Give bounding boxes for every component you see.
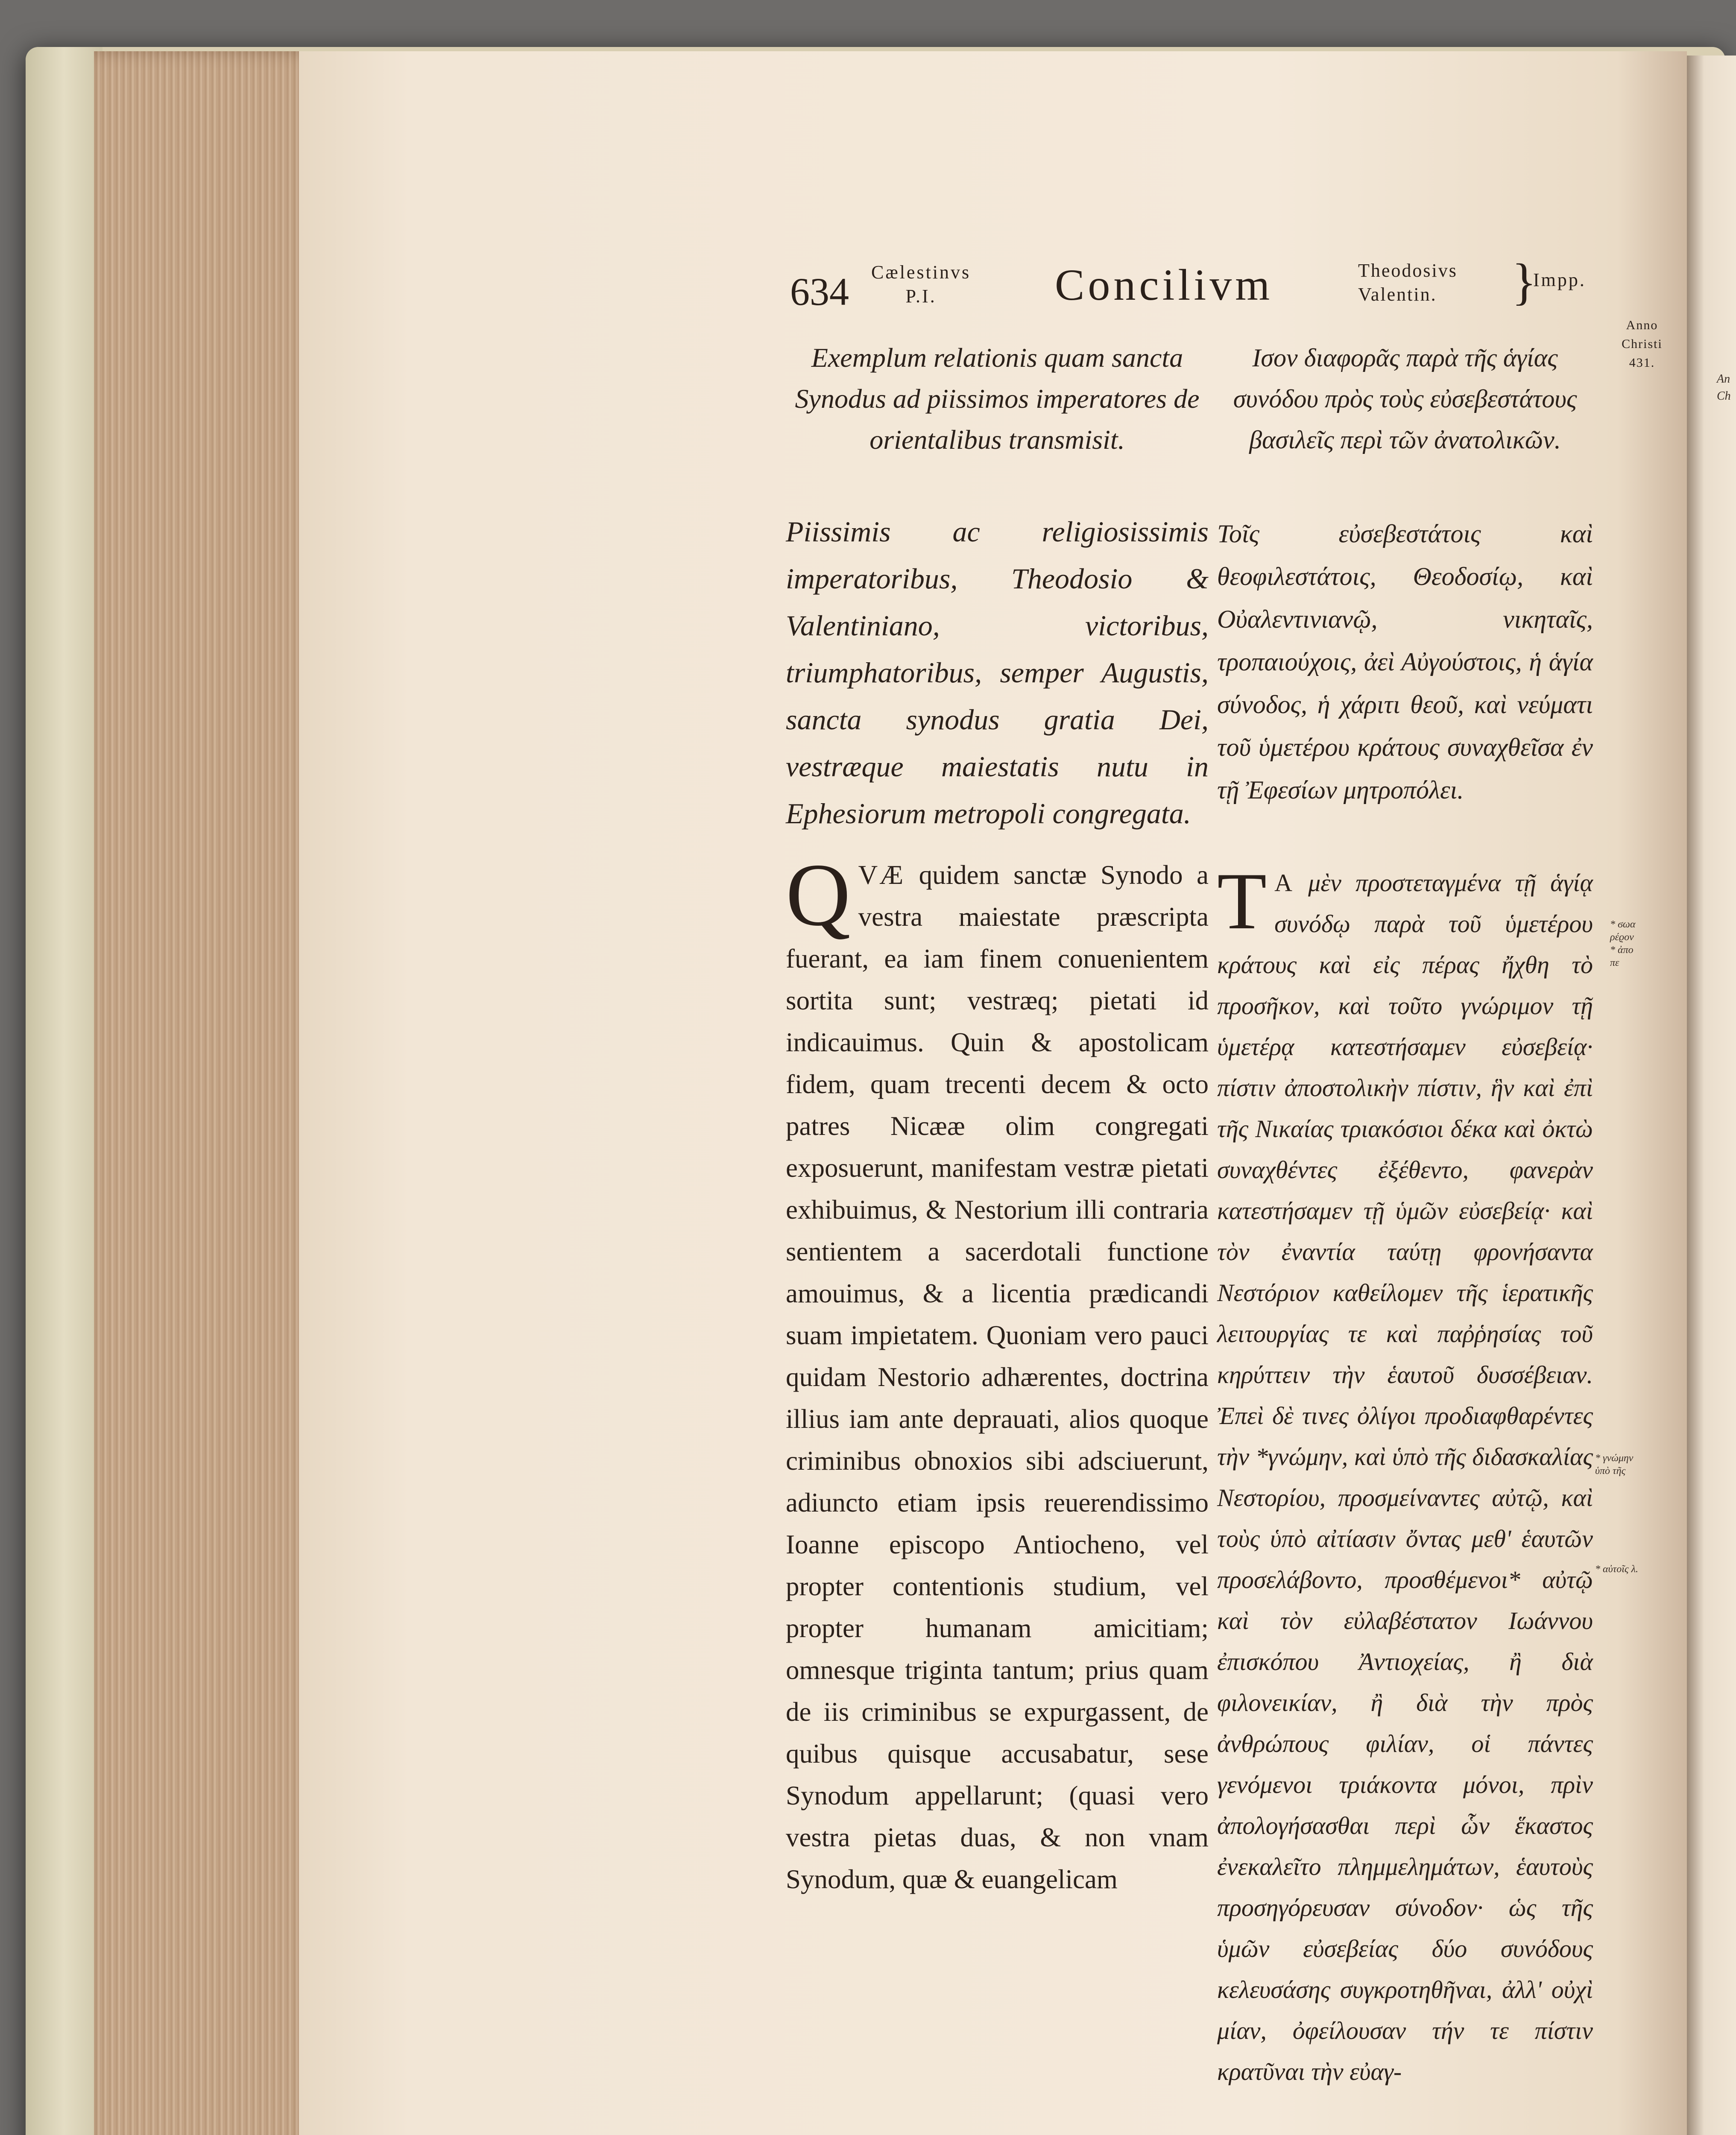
- left-running-head-line-2: P.I.: [905, 286, 937, 307]
- latin-title: Exemplum relationis quam sancta Synodus ad piissimos imperatores de orientalibus transmisit.: [795, 342, 1200, 455]
- anno-christi-note: [1610, 316, 1674, 372]
- margin-note-1-line-1: * ϭωα: [1610, 919, 1636, 930]
- greek-address: Τοῖς εὐσεβεστάτοις καὶ θεοφιλεστάτοις, Θεοδοσίῳ, καὶ Οὐαλεντινιανῷ, νικηταῖς, τροπαιούχοις, ἀεὶ Αὐγούστοις, ἡ ἁγία σύνοδος, ἡ χάριτι θεοῦ, καὶ νεύματι τοῦ ὑμετέρου κράτους συναχθεῖσα ἐν τῇ Ἐφεσίων μητροπόλει.: [1217, 520, 1593, 804]
- year-line: 431.: [1629, 356, 1655, 370]
- greek-body: [1217, 857, 1593, 2092]
- margin-note-2: [1595, 1452, 1646, 1477]
- page-number: 634: [790, 270, 849, 313]
- left-running-head-line-1: Cælestinvs: [871, 262, 971, 283]
- impp-label: Impp.: [1533, 269, 1586, 290]
- greek-body-initial: Α: [1274, 869, 1294, 897]
- christi-line: Christi: [1622, 337, 1663, 351]
- margin-note-1-line-3: * ἀπο: [1610, 945, 1634, 956]
- margin-note-2-line-2: ὑπὸ τῆς: [1595, 1465, 1626, 1477]
- margin-note-1-line-2: ρέϱον: [1610, 932, 1634, 943]
- right-running-head-line-2: Valentin.: [1358, 284, 1437, 305]
- latin-body: [786, 845, 1209, 1900]
- next-page-fragment-2: Ch: [1717, 389, 1731, 403]
- anno-line: Anno: [1626, 318, 1658, 332]
- running-header: [790, 253, 1644, 325]
- latin-body-initial: VÆ: [858, 860, 905, 890]
- latin-address: Piissimis ac religiosissimis imperatoribus, Theodosio & Valentiniano, victoribus, triumphatoribus, semper Augustis, sancta synodus gratia Dei, vestræque maiestatis nutu in Ephesiorum metropoli congregata.: [786, 515, 1209, 830]
- page-edges: [94, 51, 316, 2135]
- latin-drop-cap: Q: [786, 845, 851, 945]
- latin-body-text: quidem sanctæ Synodo a vestra maiestate præscripta fuerant, ea iam finem conuenientem sortita sunt; vestræq; pietati id indicauimus. Quin & apostolicam fidem, quam trecenti decem & octo patres Nicææ olim congregati exposuerunt, manifestam vestræ pietati exhibuimus, & Nestorium illi contraria sentientem a sacerdotali functione amouimus, & a licentia prædicandi suam impietatem. Quoniam vero pauci quidam Nestorio adhærentes, doctrina illius iam ante deprauati, alios quoque criminibus obnoxios sibi adsciuerunt, adiuncto etiam ipsis reuerendissimo Ioanne episcopo Antiocheno, vel propter contentionis studium, vel propter humanam amicitiam; omnesque triginta tantum; prius quam de iis criminibus se expurgassent, de quibus quisque accusabatur, sese Synodum appellarunt; (quasi vero vestra pietas duas, & non vnam Synodum, quæ & euangelicam: [786, 860, 1209, 1894]
- greek-title: Ισον διαφορᾶς παρὰ τῆς ἁγίας συνόδου πρὸς τοὺς εὐσεβεστάτους βασιλεῖς περὶ τῶν ἀνατολικῶν.: [1233, 344, 1577, 454]
- margin-note-3: * αὐτοῖς λ.: [1595, 1564, 1639, 1575]
- right-running-head-line-1: Theodosivs: [1358, 260, 1458, 281]
- margin-note-1: [1610, 918, 1670, 969]
- right-running-head: [1358, 259, 1458, 307]
- brace-glyph: }: [1512, 253, 1537, 310]
- vellum-cover: [26, 47, 102, 2135]
- next-page-fragment-1: An: [1717, 372, 1730, 386]
- next-page-strip: [1687, 56, 1736, 2135]
- greek-drop-cap: T: [1217, 857, 1267, 946]
- center-running-head: Concilivm: [1055, 260, 1273, 310]
- greek-body-text: μὲν προστεταγμένα τῇ ἁγίᾳ συνόδῳ παρὰ τοῦ ὑμετέρου κράτους καὶ εἰς πέρας ἤχθη τὸ προσῆκον, καὶ τοῦτο γνώριμον τῇ ὑμετέρᾳ κατεστήσαμεν εὐσεβείᾳ· πίστιν ἀποστολικὴν πίστιν, ἣν καὶ ἐπὶ τῆς Νικαίας τριακόσιοι δέκα καὶ ὀκτὼ συναχθέντες ἐξέθεντο, φανερὰν κατεστήσαμεν τῇ ὑμῶν εὐσεβείᾳ· καὶ τὸν ἐναντία ταύτῃ φρονήσαντα Νεστόριον καθείλομεν τῆς ἱερατικῆς λειτουργίας τε καὶ παῤῥησίας τοῦ κηρύττειν τὴν ἑαυτοῦ δυσσέβειαν. Ἐπεὶ δὲ τινες ὀλίγοι προδιαφθαρέντες τὴν *γνώμην, καὶ ὑπὸ τῆς διδασκαλίας Νεστορίου, προσμείναντες αὐτῷ, καὶ τοὺς ὑπὸ αἰτίασιν ὄντας μεθ' ἑαυτῶν προσελάβοντο, προσθέμενοι* αὐτῷ καὶ τὸν εὐλαβέστατον Ιωάννου ἐπισκόπου Ἀντιοχείας, ἢ διὰ φιλονεικίαν, ἢ διὰ τὴν πρὸς ἀνθρώπους φιλίαν, οἱ πάντες γενόμενοι τριάκοντα μόνοι, πρὶν ἀπολογήσασθαι περὶ ὧν ἕκαστος ἐνεκαλεῖτο πλημμελημάτων, ἑαυτοὺς προσηγόρευσαν σύνοδον· ὡς τῆς ὑμῶν εὐσεβείας δύο συνόδους κελευσάσης συγκροτηθῆναι, ἀλλ' οὐχὶ μίαν, ὀφείλουσαν τήν τε πίστιν κρατῦναι τὴν εὐαγ-: [1217, 869, 1593, 2085]
- margin-note-1-line-4: πε: [1610, 957, 1619, 968]
- left-running-head: [871, 260, 971, 308]
- margin-note-2-line-1: * γνώμην: [1595, 1453, 1634, 1464]
